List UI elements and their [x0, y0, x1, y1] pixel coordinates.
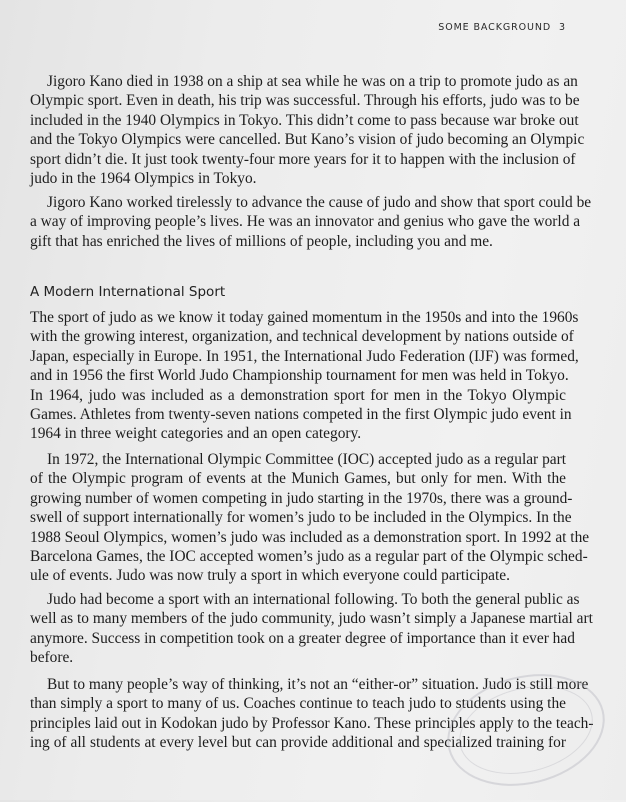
text-line: In 1964, judo was included as a demonstration sport for men in the Tokyo Olympic	[30, 386, 566, 404]
text-line: Games. Athletes from twenty-seven nations competed in the first Olympic judo event in	[30, 405, 572, 423]
paragraph	[30, 193, 592, 251]
text-line: 1964 in three weight categories and an open category.	[30, 425, 362, 443]
text-line: Japan, especially in Europe. In 1951, the International Judo Federation (IJF) was formed,	[30, 347, 579, 365]
text-line: Judo had become a sport with an international following. To both the general public as	[47, 591, 580, 608]
section-title: SOME BACKGROUND	[438, 22, 552, 33]
section-heading: A Modern International Sport	[30, 284, 226, 300]
text-line: well as to many members of the judo community, judo wasn’t simply a Japanese martial art	[30, 610, 593, 628]
text-line: of the Olympic program of events at the Munich Games, but only for men. With the	[30, 470, 566, 488]
text-line: 1988 Seoul Olympics, women’s judo was included as a demonstration sport. In 1992 at the	[30, 528, 590, 546]
text-line: with the growing interest, organization, and technical development by nations outside of	[30, 328, 574, 346]
text-line: Jigoro Kano died in 1938 on a ship at sea while he was on a trip to promote judo as an	[47, 73, 578, 90]
text-line: growing number of women competing in judo starting in the 1970s, there was a ground-	[30, 489, 573, 507]
paragraph	[30, 590, 593, 668]
text-line: judo in the 1964 Olympics in Tokyo.	[30, 169, 257, 187]
text-line: swell of support internationally for women’s judo to be included in the Olympics. In the	[30, 509, 572, 527]
text-line: Barcelona Games, the IOC accepted women’s judo as a regular part of the Olympic sched-	[30, 547, 588, 565]
text-line: Jigoro Kano worked tirelessly to advance the cause of judo and show that sport could be	[47, 194, 592, 211]
text-line: In 1972, the International Olympic Committee (IOC) accepted judo as a regular part	[47, 451, 566, 468]
text-line: The sport of judo as we know it today gained momentum in the 1950s and into the 1960s	[30, 309, 579, 326]
text-line: sport didn’t die. It just took twenty-four more years for it to happen with the inclusion of	[30, 150, 576, 168]
text-line: gift that has enriched the lives of millions of people, including you and me.	[30, 232, 493, 250]
text-line: ule of events. Judo was now truly a sport in which everyone could participate.	[30, 567, 510, 585]
text-line: a way of improving people’s lives. He was an innovator and genius who gave the world a	[30, 213, 581, 231]
text-line: before.	[30, 649, 74, 667]
page-number: 3	[559, 22, 566, 33]
text-line: anymore. Success in competition took on a greater degree of importance than it ever had	[30, 629, 575, 647]
running-header	[430, 22, 566, 33]
text-line: principles laid out in Kodokan judo by Professor Kano. These principles apply to the teach-	[30, 714, 594, 732]
text-line: Olympic sport. Even in death, his trip was successful. Through his efforts, judo was to be	[30, 92, 580, 110]
text-line: ing of all students at every level but can provide additional and specialized training for	[30, 734, 566, 752]
text-line: and the Tokyo Olympics were cancelled. But Kano’s vision of judo becoming an Olympic	[30, 131, 585, 149]
paragraph	[30, 72, 585, 188]
text-line: than simply a sport to many of us. Coaches continue to teach judo to students using the	[30, 695, 566, 713]
text-line: and in 1956 the first World Judo Championship tournament for men was held in Tokyo.	[30, 367, 569, 385]
text-line: included in the 1940 Olympics in Tokyo. This didn’t come to pass because war broke out	[30, 111, 579, 129]
paragraph	[30, 450, 590, 586]
paragraph	[30, 308, 579, 444]
text-line: But to many people’s way of thinking, it’s not an “either-or” situation. Judo is still more	[47, 676, 589, 693]
